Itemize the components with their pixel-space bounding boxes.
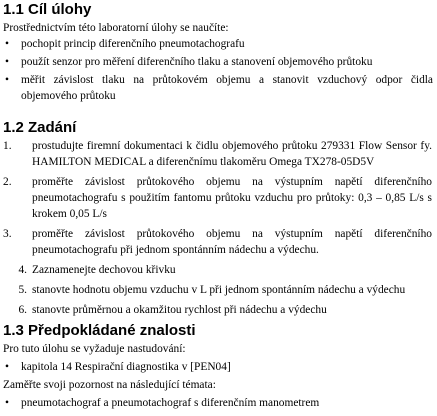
bullet: • [5,38,9,50]
list-item [3,174,435,222]
section-intro: Prostřednictvím této laboratorní úlohy se naučíte: [3,22,229,34]
section-assignment [3,119,435,318]
list-item-text: použít senzor pro měření diferenčního tlaku a stanovení objemového průtoku [21,56,373,68]
list-item-text: stanovte průměrnou a okamžitou rychlost při nádechu a výdechu [32,304,327,316]
list-item-text: prostudujte firemní dokumentaci k čidlu objemového průtoku 279331 Flow Sensor fy. HAMILTON MEDICAL a diferenčnímu tlakoměru Omega TX278-05D5V [32,140,432,168]
bullet: • [5,56,9,68]
list-item [3,302,435,318]
list-item [3,138,435,170]
list-item-text: měřit závislost tlaku na průtokovém objemu a stanovit vzduchový odpor čidla objemového průtoku [21,74,433,102]
section-intro: Zaměřte svoji pozornost na následující témata: [3,379,216,391]
item-number: 3. [3,228,12,240]
list-item-text: proměřte závislost průtokového objemu na výstupním napětí diferenčního pneumotachografu s použitím fantomu průtoku vzduchu pro průtoky: 0,3 – 0,85 L/s s krokem 0,05 L/s [32,176,432,220]
list-item [3,54,435,70]
section-number: 1.1 [3,1,24,18]
section-goal [3,1,435,104]
section-heading [3,119,435,137]
list-item [3,226,435,258]
assignment-list [3,138,435,318]
section-heading [3,322,435,340]
section-number: 1.3 [3,322,24,339]
section-heading [3,1,435,19]
item-number: 6. [18,304,27,316]
item-number: 4. [18,264,27,276]
section-prerequisites [3,322,435,411]
list-item-text: stanovte hodnotu objemu vzduchu v L při jednom spontánním nádechu a výdechu [32,284,406,296]
list-item [3,36,435,52]
section-number: 1.2 [3,119,24,136]
bullet: • [5,397,9,409]
list-item-text: proměřte závislost průtokového objemu na výstupním napětí diferenčního pneumotachografu při jednom spontánním nádechu a výdechu. [32,228,432,256]
list-item [3,262,435,278]
section-title: Předpokládané znalosti [28,322,196,339]
section-title: Cíl úlohy [28,1,92,18]
list-item-text: pneumotachograf a pneumotachograf s diferenčním manometrem [21,397,320,409]
list-item [3,72,435,104]
list-item-text: pochopit princip diferenčního pneumotachografu [21,38,245,50]
list-item [3,282,435,298]
list-item [3,395,435,411]
list-item [3,359,435,375]
bullet: • [5,361,9,373]
bullet: • [5,74,9,86]
section-title: Zadání [28,119,77,136]
item-number: 2. [3,176,12,188]
item-number: 5. [18,284,27,296]
goal-list [3,36,435,104]
prerequisite-list [3,359,435,375]
section-intro: Pro tuto úlohu se vyžaduje nastudování: [3,343,186,355]
item-number: 1. [3,140,12,152]
list-item-text: kapitola 14 Respirační diagnostika v [PEN04] [21,361,231,373]
topic-list [3,395,435,411]
list-item-text: Zaznamenejte dechovou křivku [32,264,176,276]
